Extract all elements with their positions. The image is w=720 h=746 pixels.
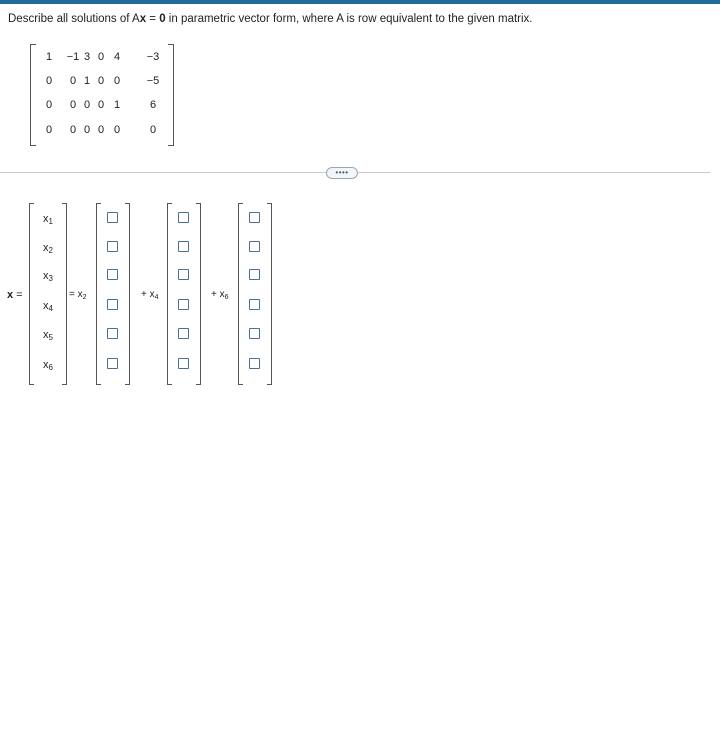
coefficient-vector — [167, 203, 201, 385]
vector-entry-input[interactable] — [249, 358, 260, 369]
variable-vector — [29, 203, 67, 385]
matrix-cell: 0 — [69, 75, 77, 87]
left-bracket — [30, 44, 36, 146]
right-bracket — [168, 44, 174, 146]
variable-subscript: 5 — [48, 333, 53, 342]
matrix-cell: −1 — [66, 51, 80, 63]
vector-entry-input[interactable] — [178, 269, 189, 280]
coefficient-text: = x — [69, 289, 83, 300]
matrix-cell: 0 — [45, 99, 53, 111]
matrix-cell: 0 — [45, 75, 53, 87]
equals-sign: = — [13, 289, 23, 301]
coefficient-text: + x — [141, 289, 155, 300]
vector-entry-input[interactable] — [107, 241, 118, 252]
vector-entry-input[interactable] — [178, 212, 189, 223]
variable-subscript: 2 — [48, 246, 53, 255]
vector-entry-input[interactable] — [107, 358, 118, 369]
vector-entry-input[interactable] — [249, 241, 260, 252]
matrix-cell: 0 — [69, 124, 77, 136]
vector-entry-input[interactable] — [178, 241, 189, 252]
vector-entry-input[interactable] — [249, 212, 260, 223]
matrix-cell: 0 — [45, 124, 53, 136]
question-text-part: Describe all solutions of A — [8, 13, 140, 25]
vector-entry-input[interactable] — [107, 299, 118, 310]
coefficient-vector — [238, 203, 272, 385]
vector-entry-input[interactable] — [249, 299, 260, 310]
matrix-cell: 1 — [83, 75, 91, 87]
zero-vector-bold: 0 — [159, 13, 166, 25]
matrix-cell: 0 — [113, 75, 121, 87]
variable-entry — [29, 329, 67, 344]
coefficient-vector — [96, 203, 130, 385]
question-equals: = — [146, 13, 160, 25]
coefficient-label — [69, 289, 87, 301]
right-bracket — [267, 203, 272, 385]
variable-subscript: 1 — [48, 217, 53, 226]
matrix-cell: 0 — [97, 99, 105, 111]
matrix-cell: 0 — [97, 75, 105, 87]
question-text — [8, 13, 533, 25]
x-bold: x — [7, 289, 14, 301]
vector-entry-input[interactable] — [107, 212, 118, 223]
left-bracket — [29, 203, 34, 385]
matrix-cell: 1 — [45, 51, 53, 63]
variable-subscript: 3 — [48, 274, 53, 283]
variable-name: x — [43, 359, 49, 371]
vector-entry-input[interactable] — [178, 358, 189, 369]
matrix-cell: 3 — [83, 51, 91, 63]
vector-entry-input[interactable] — [178, 299, 189, 310]
matrix-cell: 0 — [83, 124, 91, 136]
right-bracket — [62, 203, 67, 385]
question-text-part: in parametric vector form, where A is row equivalent to the given matrix. — [165, 13, 533, 25]
expand-more-button[interactable]: •••• — [326, 167, 358, 179]
matrix-cell: 0 — [149, 124, 157, 136]
variable-name: x — [43, 270, 49, 282]
variable-name: x — [43, 329, 49, 341]
vector-entry-input[interactable] — [249, 328, 260, 339]
variable-entry — [29, 359, 67, 374]
variable-subscript: 6 — [48, 363, 53, 372]
variable-entry — [29, 242, 67, 257]
right-bracket — [125, 203, 130, 385]
matrix-cell: −3 — [146, 51, 160, 63]
matrix-cell: 4 — [113, 51, 121, 63]
matrix-cell: 0 — [69, 99, 77, 111]
coefficient-label — [141, 289, 159, 301]
coefficient-text: + x — [211, 289, 225, 300]
vector-entry-input[interactable] — [107, 328, 118, 339]
matrix-cell: 0 — [83, 99, 91, 111]
right-bracket — [196, 203, 201, 385]
coefficient-subscript: 6 — [224, 294, 229, 301]
variable-name: x — [43, 213, 49, 225]
coefficient-subscript: 4 — [154, 294, 159, 301]
matrix-cell: 0 — [97, 124, 105, 136]
matrix-cell: 0 — [113, 124, 121, 136]
vector-entry-input[interactable] — [249, 269, 260, 280]
vector-entry-input[interactable] — [107, 269, 118, 280]
matrix-cell: 1 — [113, 99, 121, 111]
variable-entry — [29, 213, 67, 228]
variable-entry — [29, 270, 67, 285]
left-bracket — [96, 203, 101, 385]
variable-subscript: 4 — [48, 304, 53, 313]
vector-x-bold: x — [139, 13, 147, 25]
top-accent-bar — [0, 0, 720, 4]
matrix-cell: −5 — [146, 75, 160, 87]
coefficient-subscript: 2 — [82, 294, 87, 301]
left-bracket — [167, 203, 172, 385]
variable-name: x — [43, 242, 49, 254]
vector-entry-input[interactable] — [178, 328, 189, 339]
variable-name: x — [43, 300, 49, 312]
left-bracket — [238, 203, 243, 385]
solution-x-label — [7, 289, 23, 301]
matrix-a — [30, 44, 174, 146]
variable-entry — [29, 300, 67, 315]
matrix-cell: 0 — [97, 51, 105, 63]
coefficient-label — [211, 289, 229, 301]
matrix-cell: 6 — [149, 99, 157, 111]
